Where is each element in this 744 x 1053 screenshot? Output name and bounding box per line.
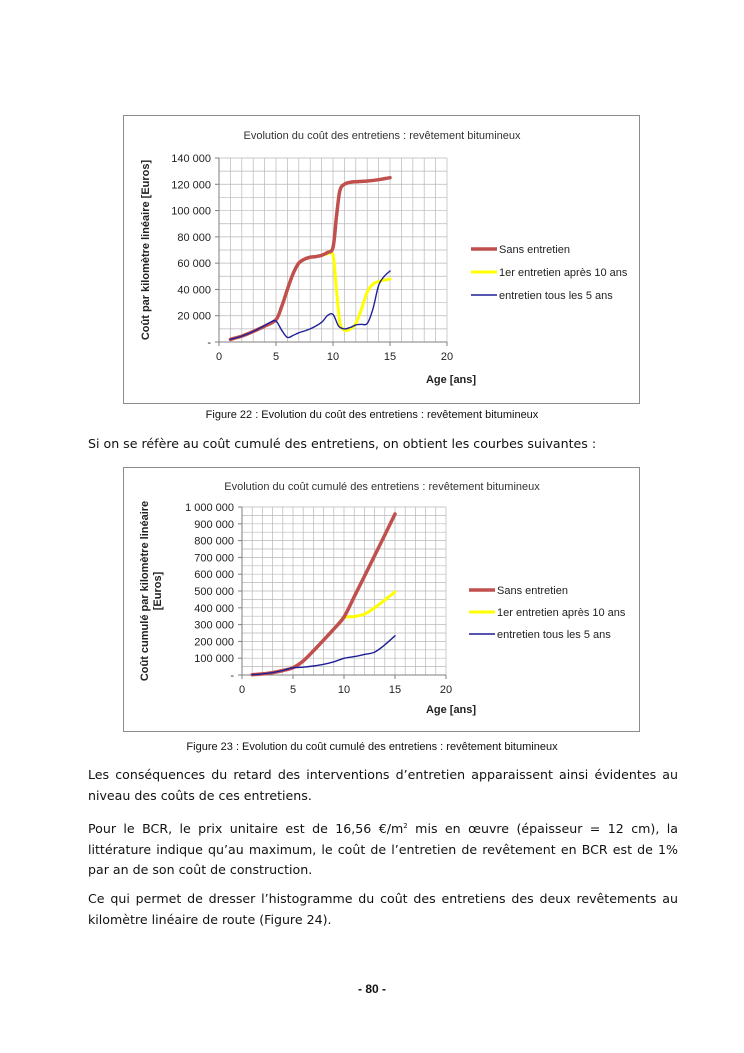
chart-2-cumulative-cost <box>124 468 641 733</box>
y-tick-label: - <box>230 670 234 682</box>
x-tick-label: 15 <box>383 351 397 363</box>
superscript-2: 2 <box>403 822 408 830</box>
y-tick-label: 80 000 <box>177 231 211 244</box>
x-tick-label: 0 <box>238 684 246 696</box>
page-number: - 80 - <box>357 982 387 996</box>
y-tick-label: 100 000 <box>171 205 211 218</box>
x-tick-label: 10 <box>326 351 340 363</box>
y-axis-label-line1: Coût cumulé par kilomètre linéaire <box>139 500 151 682</box>
x-axis-label: Age [ans] <box>425 704 477 716</box>
y-tick-label: 40 000 <box>177 284 211 297</box>
paragraph-bcr-price-part1: Pour le BCR, le prix unitaire est de 16,56 €/m <box>88 821 404 837</box>
paragraph-histogram-intro: Ce qui permet de dresser l’histogramme du coût des entretiens des deux revêtements au kilomètre linéaire de route (Figure 24). <box>88 891 678 927</box>
y-axis-label-line2: [Euros] <box>152 571 164 611</box>
y-tick-label: 300 000 <box>194 619 234 632</box>
legend-label: 1er entretien après 10 ans <box>499 267 628 279</box>
y-tick-label: 500 000 <box>194 586 234 598</box>
x-axis-label: Age [ans] <box>425 374 477 386</box>
y-tick-label: 900 000 <box>194 518 234 531</box>
y-tick-label: 60 000 <box>177 258 211 271</box>
y-tick-label: 140 000 <box>171 153 211 165</box>
y-tick-label: 120 000 <box>171 179 211 192</box>
x-tick-label: 5 <box>289 684 297 696</box>
x-tick-label: 5 <box>272 351 280 363</box>
y-tick-label: 20 000 <box>177 310 211 323</box>
y-tick-label: 1 000 000 <box>185 502 234 514</box>
legend-label: entretien tous les 5 ans <box>497 629 611 641</box>
x-tick-label: 20 <box>439 684 453 696</box>
page-number-value: 80 <box>365 982 379 996</box>
paragraph-bcr-price-part2: mis en œuvre (épaisseur = 12 cm), la littérature indique qu’au maximum, le coût de l’entretien de revêtement en BCR est de 1% par an de son coût de construction. <box>88 821 678 878</box>
paragraph-consequences: Les conséquences du retard des interventions d’entretien apparaissent ainsi évidentes au niveau des coûts de ces entretiens. <box>88 767 678 803</box>
y-tick-label: 200 000 <box>194 636 234 649</box>
legend-label: Sans entretien <box>497 585 568 597</box>
y-tick-label: 800 000 <box>194 535 234 548</box>
x-tick-label: 0 <box>215 351 223 363</box>
y-tick-label: 700 000 <box>194 552 234 565</box>
x-tick-label: 15 <box>388 684 402 696</box>
paragraph-bcr-price <box>88 816 678 881</box>
figure-23-caption: Figure 23 : Evolution du coût cumulé des entretiens : revêtement bitumineux <box>186 741 558 753</box>
figure-22-caption: Figure 22 : Evolution du coût des entretiens : revêtement bitumineux <box>205 409 539 421</box>
y-tick-label: - <box>207 337 211 349</box>
paragraph-intro-cumulative: Si on se réfère au coût cumulé des entretiens, on obtient les courbes suivantes : <box>88 436 597 451</box>
y-axis-label: Coût par kilomètre linéaire [Euros] <box>140 159 152 341</box>
y-tick-label: 600 000 <box>194 569 234 582</box>
chart-title: Evolution du coût des entretiens : revêtement bitumineux <box>243 130 521 142</box>
chart-2-frame <box>123 467 640 732</box>
chart-1-cost-evolution <box>124 116 641 405</box>
y-tick-label: 400 000 <box>194 602 234 615</box>
legend-label: entretien tous les 5 ans <box>499 290 613 302</box>
chart-1-frame <box>123 115 640 404</box>
legend-label: 1er entretien après 10 ans <box>497 607 626 619</box>
x-tick-label: 10 <box>337 684 351 696</box>
y-tick-label: 100 000 <box>194 653 234 666</box>
chart-title: Evolution du coût cumulé des entretiens : revêtement bitumineux <box>224 481 540 493</box>
legend-label: Sans entretien <box>499 244 570 256</box>
x-tick-label: 20 <box>440 351 454 363</box>
y-axis-label <box>139 501 164 681</box>
